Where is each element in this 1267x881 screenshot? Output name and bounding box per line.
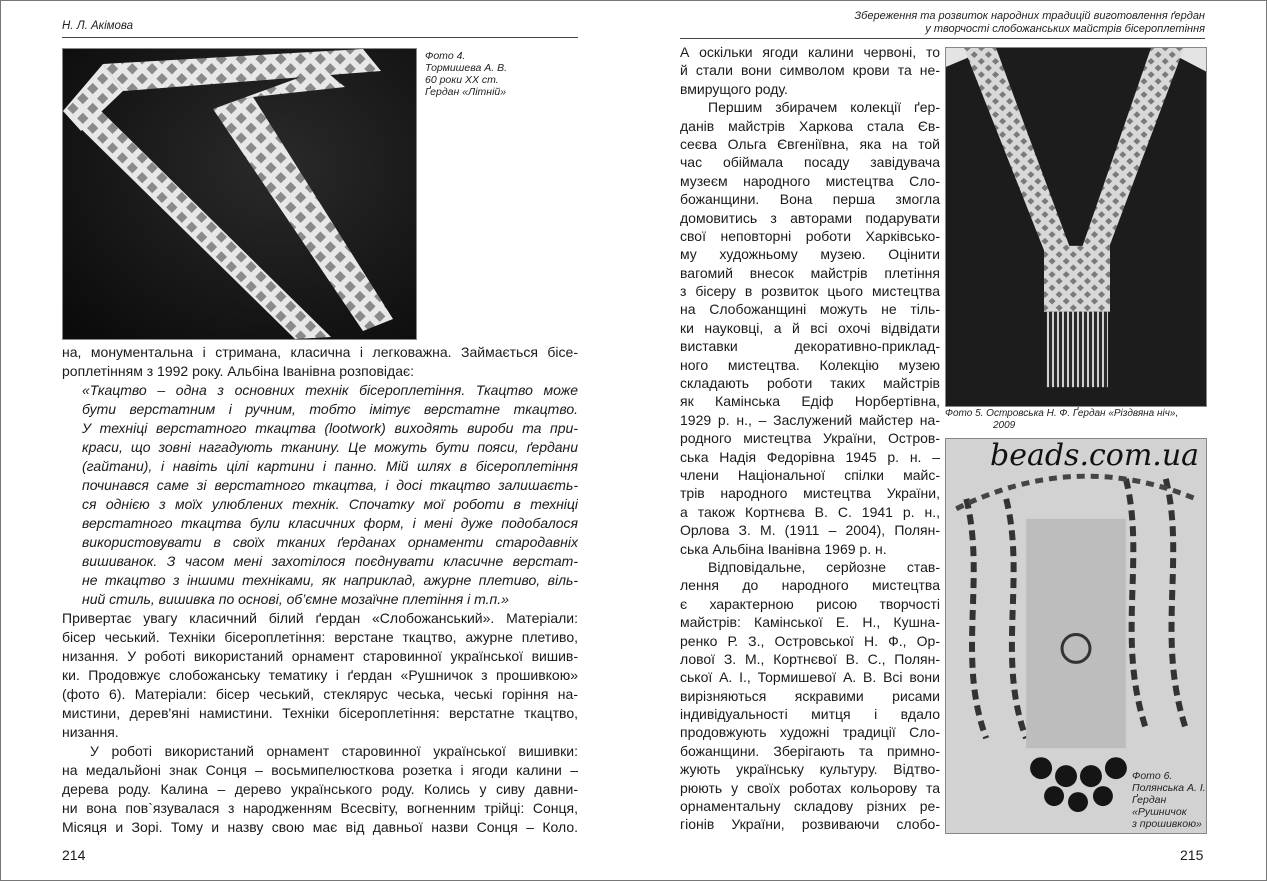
- text-line: майстрів: Камінської Е. Н., Кушна-: [680, 614, 940, 631]
- paragraph: [680, 98, 940, 558]
- text-line: У роботі використаний орнамент старовинної української вишивки:: [90, 743, 578, 759]
- paragraph: [62, 343, 578, 381]
- text-line: лової З. М., Кортнєвої В. С., Полян-: [680, 650, 940, 667]
- text-line: ської А. І., Тормишевої А. В. Всі вони: [680, 669, 940, 686]
- photo-6-caption: [1132, 770, 1206, 830]
- text-line: 1929 р. н., – Заслужений майстер на-: [680, 411, 940, 428]
- text-line: (гайтани), і навіть цілі картини і панно. Мій шлях в бісероплетіння: [82, 458, 578, 474]
- photo-5-caption: [945, 408, 1178, 432]
- running-header-author: Н. Л. Акімова: [62, 20, 134, 32]
- text-line: ни вона пов`язувалася з народженням Всесвіту, вогненним трійці: Сонця,: [62, 800, 578, 816]
- text-line: на Слобожанщині можуть не тіль-: [680, 301, 940, 318]
- photo-4-image: [63, 49, 416, 339]
- paragraph: [62, 609, 578, 742]
- header-line: у творчості слобожанських майстрів бісероплетіння: [925, 23, 1205, 35]
- caption-line: Тормишева А. В.: [425, 62, 507, 74]
- caption-line: 60 роки XX ст.: [425, 74, 499, 86]
- text-line: верстатного ткацтва були класичних форм, і мені дуже подобалося: [82, 515, 578, 531]
- page-number-left: 214: [62, 847, 86, 863]
- text-line: члени Національної спілки майс-: [680, 466, 940, 483]
- caption-line: «Рушничок: [1132, 806, 1187, 818]
- text-line: на, монументальна і стримана, класична і легковажна. Займається бісе-: [62, 344, 578, 360]
- text-line: вмирущого роду.: [680, 80, 788, 97]
- caption-line: Полянська А. І.: [1132, 782, 1206, 794]
- text-line: жують українську культуру. Відтво-: [680, 761, 940, 778]
- text-line: використовувати в своїх тканих ґерданах орнаменти стародавніх: [82, 534, 578, 550]
- text-line: починався саме зі верстатного ткацтва, і досі ткацтво залишаєть-: [82, 477, 578, 493]
- text-line: складають роботи таких майстрів: [680, 375, 940, 392]
- text-line: вирізняються яскравими рисами: [680, 687, 940, 704]
- photo-5-gerdan-rizdvyana-nich: [945, 47, 1207, 407]
- photo-5-image: [946, 48, 1206, 406]
- text-line: ного мистецтва. Колекцію музею: [680, 356, 940, 373]
- text-line: є характерною рисою творчості: [680, 595, 940, 612]
- left-page-body: [62, 343, 578, 837]
- caption-line: Фото 5. Островська Н. Ф. Ґердан «Різдвяна ніч»,: [945, 408, 1179, 419]
- text-line: божанщини. Вона перша змогла: [680, 191, 940, 208]
- text-line: ська Надія Федорівна 1945 р. н. –: [680, 448, 940, 465]
- text-line: трів народного мистецтва України,: [680, 485, 940, 502]
- caption-line: Ґердан: [1132, 794, 1167, 806]
- text-line: (фото 6). Матеріали: бісер чеський, стеклярус чеська, чеські горіння на-: [62, 686, 578, 702]
- text-line: «Ткацтво – одна з основних технік бісероплетіння. Ткацтво може: [82, 382, 578, 398]
- text-line: мистини, дерев'яні намистини. Техніки бісероплетіння: верстатне ткацтво,: [62, 705, 578, 721]
- header-line: Збереження та розвиток народних традицій виготовлення ґердан: [854, 10, 1205, 22]
- caption-line: Ґердан «Літній»: [425, 86, 507, 98]
- text-line: Місяця и Зорі. Тому и назву свою має від давньої назви Сонця – Коло.: [62, 819, 578, 835]
- text-line: данів майстрів Харкова стала Єв-: [680, 117, 940, 134]
- text-line: ки. Продовжує слобожанську тематику і ґердан «Рушничок з прошивкою»: [62, 667, 578, 683]
- text-line: бісер чеський. Техніки бісероплетіння: верстане ткацтво, ажурне плетиво,: [62, 629, 578, 645]
- text-line: сеєва Ольга Євгеніївна, яка на той: [680, 135, 940, 152]
- text-line: ренко Р. З., Островської Н. Ф., Ор-: [680, 632, 940, 649]
- text-line: й стали вони символом крови та не-: [680, 62, 940, 79]
- text-line: ся однією з моїх улюблених технік. Спочатку мої роботи в техніці: [82, 496, 578, 512]
- caption-line: Фото 6.: [1132, 770, 1173, 782]
- text-line: У техніці верстатного ткацтва (lootwork) виходять вироби та при-: [82, 420, 578, 436]
- paragraph: [62, 742, 578, 837]
- text-line: як Камінська Едіф Норбертівна,: [680, 393, 940, 410]
- text-line: Привертає увагу класичний білий ґердан «Слобожанський». Матеріали:: [62, 610, 578, 626]
- caption-line: Фото 4.: [425, 50, 466, 62]
- text-line: виставки декоративно-приклад-: [680, 338, 940, 355]
- text-line: Першим збирачем колекції ґер-: [708, 99, 940, 116]
- text-line: дерева роду. Калина – дерево українського роду. Колись у сиву давни-: [62, 781, 578, 797]
- text-line: Відповідальне, серйозне став-: [708, 558, 940, 575]
- text-line: гіонів України, розвиваючи слобо-: [680, 816, 940, 833]
- text-line: на медальйоні знак Сонця – восьмипелюсткова розетка і ягоди калини –: [62, 762, 578, 778]
- text-line: бути верстатним і ручним, тобто імітує верстатне ткацтво.: [82, 401, 578, 417]
- paragraph: [680, 43, 940, 98]
- text-line: вишиванок. З часом мені захотілося поєднувати класичне верстат-: [82, 553, 578, 569]
- photo-4-gerdan-litniy: [62, 48, 417, 340]
- text-line: а також Кортнєва В. С. 1941 р. н.,: [680, 503, 940, 520]
- text-line: свої неповторні роботи Харківсько-: [680, 227, 940, 244]
- text-line: краси, що зовні нагадують тканину. Це можуть бути пояси, ґердани: [82, 439, 578, 455]
- text-line: му художньому музею. Оцінити: [680, 246, 940, 263]
- text-line: рюють у своїх роботах кольорову та: [680, 779, 940, 796]
- text-line: індивідуальності митця і вдало: [680, 706, 940, 723]
- header-rule: [62, 37, 578, 38]
- page-number-right: 215: [1180, 847, 1204, 863]
- text-line: час обіймала посаду завідувача: [680, 154, 940, 171]
- text-line: ки науковці, а й всі охочі відвідати: [680, 319, 940, 336]
- photo-4-caption: [425, 50, 507, 98]
- text-line: божанщини. Зберігають та примно-: [680, 742, 940, 759]
- text-line: музеєм народного мистецтва Сло-: [680, 172, 940, 189]
- right-page-body: [680, 43, 940, 834]
- text-line: Орлова З. М. (1911 – 2004), Полян-: [680, 522, 940, 539]
- text-line: роплетінням з 1992 року. Альбіна Іванівна розповідає:: [62, 363, 415, 379]
- text-line: низання. У роботі використаний орнамент старовинної української вишив-: [62, 648, 578, 664]
- text-line: ний стиль, вишивка по основі, об’ємне мозаїчне плетіння і т.п.»: [82, 591, 509, 607]
- caption-line: з прошивкою»: [1132, 818, 1202, 830]
- photo-6-watermark: beads.com.ua: [990, 438, 1200, 473]
- text-line: ська Альбіна Іванівна 1969 р. н.: [680, 540, 887, 557]
- text-line: лення до народного мистецтва: [680, 577, 940, 594]
- text-line: домовитись з авторами подарувати: [680, 209, 940, 226]
- paragraph: [680, 558, 940, 834]
- block-quote: [62, 381, 578, 609]
- caption-line: 2009: [993, 420, 1016, 431]
- text-line: А оскільки ягоди калини червоні, то: [680, 44, 940, 60]
- text-line: не ткацтво з іншими техніками, як наприклад, ажурне плетиво, віль-: [82, 572, 578, 588]
- text-line: низання.: [62, 724, 119, 740]
- text-line: продовжують художні традиції Сло-: [680, 724, 940, 741]
- text-line: вагомий внесок майстрів плетіння: [680, 264, 940, 281]
- text-line: з бісеру в розвиток цього мистецтва: [680, 283, 940, 300]
- text-line: орнаментальну складову різних ре-: [680, 798, 940, 815]
- running-header-title: [854, 10, 1205, 36]
- text-line: родного мистецтва України, Остров-: [680, 430, 940, 447]
- header-rule: [680, 38, 1205, 39]
